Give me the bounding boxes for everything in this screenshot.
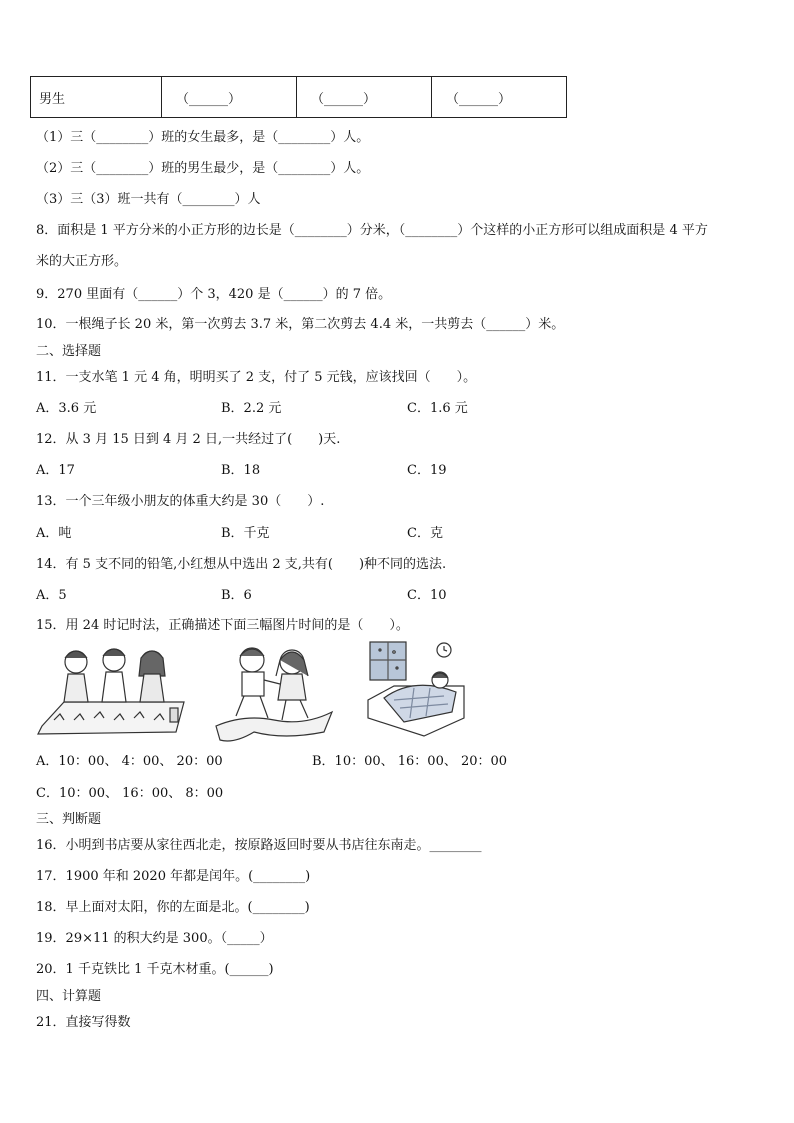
- q10: 10．一根绳子长 20 米，第一次剪去 3.7 米，第二次剪去 4.4 米，一共剪去（______）米。: [36, 317, 565, 332]
- q18: 18．早上面对太阳，你的左面是北。(________): [36, 900, 310, 915]
- section-calculation: 四、计算题: [36, 989, 102, 1004]
- q13-stem: 13．一个三年级小朋友的体重大约是 30（ ）.: [36, 494, 325, 509]
- section-choice: 二、选择题: [36, 344, 102, 359]
- q19: 19．29×11 的积大约是 300。（_____）: [36, 931, 273, 946]
- q20: 20．1 千克铁比 1 千克木材重。(______): [36, 962, 274, 977]
- q7-sub2: （2）三（________）班的男生最少，是（________）人。: [36, 161, 370, 176]
- q15-option-b: B．10：00、 16：00、 20：00: [312, 754, 508, 769]
- q8-line2: 米的大正方形。: [36, 254, 128, 269]
- q14-option-c: C．10: [407, 588, 447, 603]
- picture-children-paper-crafts: [34, 640, 194, 740]
- q7-sub3: （3）三（3）班一共有（________）人: [36, 192, 261, 207]
- q16: 16．小明到书店要从家往西北走，按原路返回时要从书店往东南走。________: [36, 838, 482, 853]
- q14-option-a: A．5: [36, 588, 67, 603]
- q11-stem: 11．一支水笔 1 元 4 角，明明买了 2 支，付了 5 元钱，应该找回（ ）。: [36, 370, 477, 385]
- q13-option-c: C．克: [407, 526, 443, 541]
- q12-option-c: C．19: [407, 463, 447, 478]
- picture-child-sleeping-night: [364, 638, 470, 742]
- q12-option-a: A．17: [36, 463, 75, 478]
- row-label: 男生: [31, 77, 162, 118]
- q15-option-a: A．10：00、 4：00、 20：00: [36, 754, 223, 769]
- q14-option-b: B．6: [221, 588, 252, 603]
- table-row: [31, 77, 567, 118]
- picture-children-running: [214, 640, 334, 744]
- q13-option-b: B．千克: [221, 526, 270, 541]
- q11-option-b: B．2.2 元: [221, 401, 282, 416]
- q7-sub1: （1）三（________）班的女生最多，是（________）人。: [36, 130, 370, 145]
- section-judgement: 三、判断题: [36, 812, 102, 827]
- q14-stem: 14．有 5 支不同的铅笔,小红想从中选出 2 支,共有( )种不同的选法.: [36, 557, 447, 572]
- table-cell: （______）: [432, 77, 567, 118]
- q21: 21．直接写得数: [36, 1015, 131, 1030]
- q11-option-a: A．3.6 元: [36, 401, 97, 416]
- q13-option-a: A．吨: [36, 526, 72, 541]
- q8-line1: 8．面积是 1 平方分米的小正方形的边长是（________）分米，（________）个这样的小正方形可以组成面积是 4 平方: [36, 223, 708, 238]
- q17: 17．1900 年和 2020 年都是闰年。(________): [36, 869, 311, 884]
- class-table: [30, 76, 567, 118]
- table-cell: （______）: [162, 77, 297, 118]
- q12-option-b: B．18: [221, 463, 261, 478]
- q12-stem: 12．从 3 月 15 日到 4 月 2 日,一共经过了( )天.: [36, 432, 341, 447]
- q15-stem: 15．用 24 时记时法，正确描述下面三幅图片时间的是（ ）。: [36, 618, 409, 633]
- q11-option-c: C．1.6 元: [407, 401, 468, 416]
- table-cell: （______）: [297, 77, 432, 118]
- q9: 9．270 里面有（______）个 3，420 是（______）的 7 倍。: [36, 287, 392, 302]
- q15-option-c: C．10：00、 16：00、 8：00: [36, 786, 224, 801]
